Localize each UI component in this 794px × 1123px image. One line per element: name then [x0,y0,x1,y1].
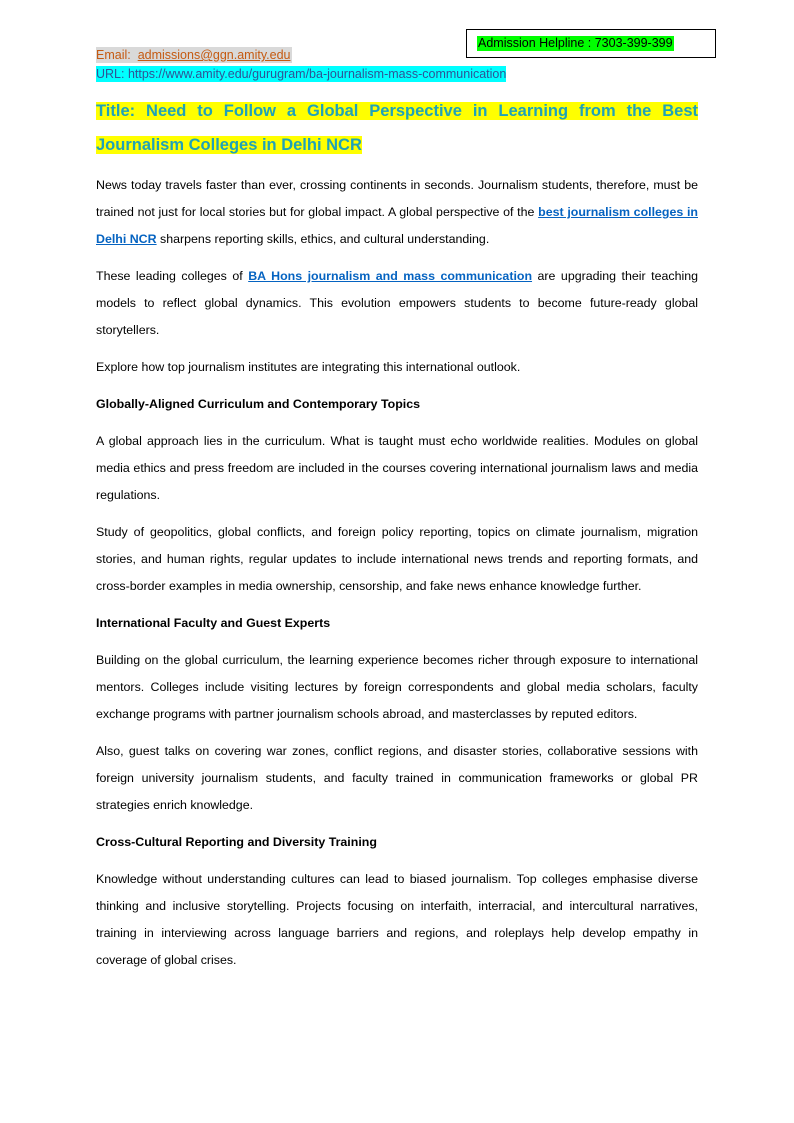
section-heading: International Faculty and Guest Experts [96,616,331,630]
text: sharpens reporting skills, ethics, and cultural understanding. [156,232,490,246]
paragraph: Explore how top journalism institutes are integrating this international outlook. [96,360,521,374]
paragraph: Study of geopolitics, global conflicts, and foreign policy reporting, topics on climate journalism, migration stories, and human rights, regular updates to include international news trends and reporting formats, and cross-border examples in media ownership, censorship, and fake news enhance knowledge further. [96,525,698,593]
page-title [96,94,698,162]
paragraph [96,172,698,253]
url-line: URL: https://www.amity.edu/gurugram/ba-journalism-mass-communication [96,67,507,81]
ba-hons-link[interactable]: BA Hons journalism and mass communication [248,269,533,283]
section-heading: Cross-Cultural Reporting and Diversity Training [96,835,377,849]
paragraph [96,263,698,344]
article-body [96,172,698,984]
email-line [96,47,292,63]
helpline-text: Admission Helpline : 7303-399-399 [478,36,673,50]
text: These leading colleges of [96,269,249,283]
text: are upgrading their teaching models to reflect global dynamics. This evolution empowers students to become future-ready global storytellers. [96,269,698,337]
paragraph: Knowledge without understanding cultures can lead to biased journalism. Top colleges emphasise diverse thinking and inclusive storytelling. Projects focusing on interfaith, interracial, and intercultural narratives, training in interviewing across language barriers and regions, and roleplays help develop empathy in coverage of global crises. [96,872,698,967]
section-heading: Globally-Aligned Curriculum and Contemporary Topics [96,397,421,411]
email-link[interactable]: admissions@ggn.amity.edu [137,48,291,62]
title-text: Title: Need to Follow a Global Perspective in Learning from the Best Journalism Colleges in Delhi NCR [96,102,698,154]
paragraph: A global approach lies in the curriculum. What is taught must echo worldwide realities. Modules on global media ethics and press freedom are included in the courses covering international journalism laws and media regulations. [96,434,698,502]
email-label: Email: [96,48,131,62]
best-colleges-link[interactable]: best journalism colleges in Delhi NCR [96,205,698,246]
text: News today travels faster than ever, crossing continents in seconds. Journalism students, therefore, must be trained not just for local stories but for global impact. A global perspective of the [96,178,698,219]
paragraph: Building on the global curriculum, the learning experience becomes richer through exposure to international mentors. Colleges include visiting lectures by foreign correspondents and global media scholars, faculty exchange programs with partner journalism schools abroad, and masterclasses by reputed editors. [96,653,698,721]
paragraph: Also, guest talks on covering war zones, conflict regions, and disaster stories, collaborative sessions with foreign university journalism students, and faculty trained in communication frameworks or global PR strategies enrich knowledge. [96,744,698,812]
helpline-box [466,29,716,58]
